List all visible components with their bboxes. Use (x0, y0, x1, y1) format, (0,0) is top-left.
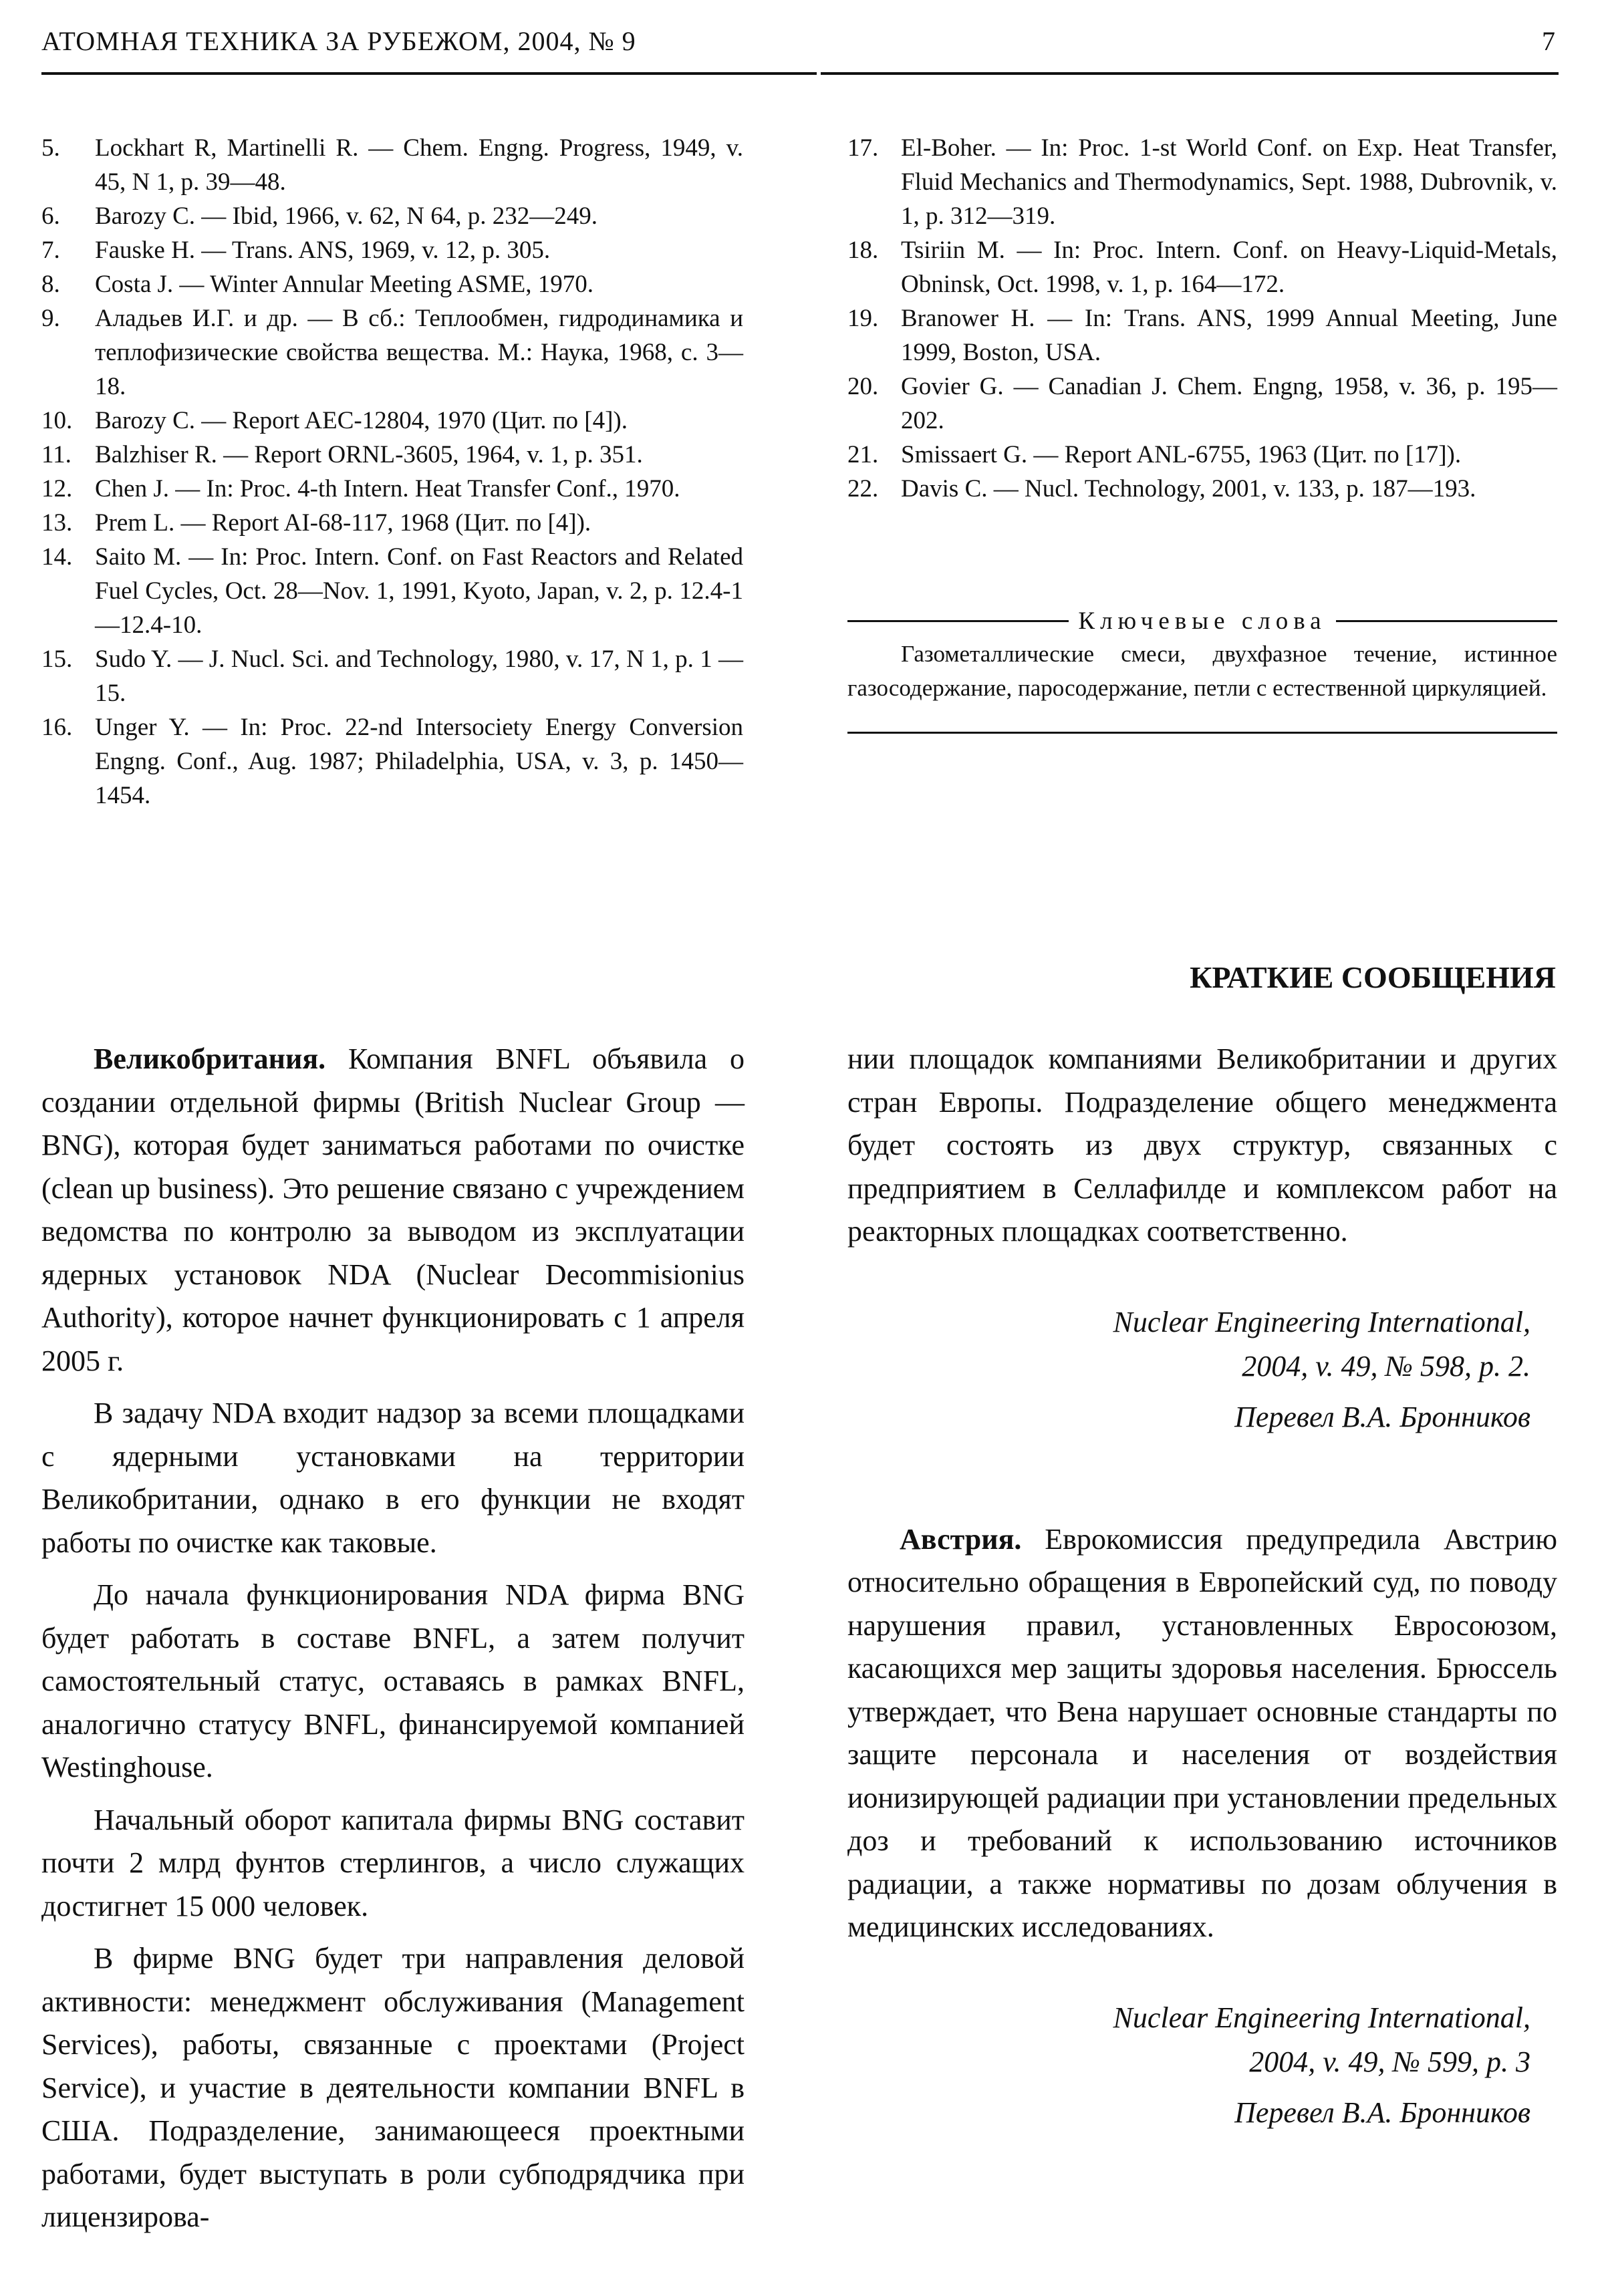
divider (847, 732, 1557, 734)
reference-text: Smissaert G. — Report ANL-6755, 1963 (Цит. по [17]). (901, 441, 1462, 468)
divider (1336, 620, 1557, 622)
reference-number: 13. (41, 509, 73, 537)
reference-item (847, 233, 1557, 301)
reference-number: 12. (41, 475, 73, 503)
reference-number: 9. (41, 305, 60, 332)
page-number: 7 (1542, 26, 1556, 56)
reference-number: 18. (847, 237, 879, 264)
reference-item (41, 472, 743, 506)
reference-number: 7. (41, 237, 60, 264)
reference-item (847, 472, 1557, 506)
reference-number: 11. (41, 441, 72, 468)
paragraph (41, 1038, 745, 1383)
reference-text: Barozy C. — Report AEC-12804, 1970 (Цит. по [4]). (95, 407, 628, 434)
reference-text: Barozy C. — Ibid, 1966, v. 62, N 64, p. 232—249. (95, 202, 597, 230)
divider (847, 620, 1069, 622)
reference-item (847, 301, 1557, 370)
reference-number: 19. (847, 305, 879, 332)
reference-item (41, 642, 743, 710)
source-line: 2004, v. 49, № 599, p. 3 (1249, 2045, 1530, 2078)
reference-text: Chen J. — In: Proc. 4-th Intern. Heat Transfer Conf., 1970. (95, 475, 680, 503)
paragraph: нии площадок компаниями Великобритании и других стран Европы. Подразделение общего менеджмента будет состоять из двух структур, связанных с предприятием в Селлафилде и комплексом работ на реакторных площадках соответственно. (847, 1042, 1557, 1248)
journal-title: АТОМНАЯ ТЕХНИКА ЗА РУБЕЖОМ, 2004, № 9 (41, 26, 636, 56)
paragraph (847, 1518, 1557, 1949)
reference-item (41, 267, 743, 301)
header-rule-left (41, 72, 817, 75)
reference-number: 16. (41, 714, 73, 741)
header-rule-right (821, 72, 1559, 75)
paragraph: В задачу NDA входит надзор за всеми площадками с ядерными установками на территории Великобритании, однако в его функции не входят работы по очистке как таковые. (41, 1397, 745, 1559)
reference-item (847, 370, 1557, 438)
reference-item (41, 540, 743, 642)
reference-item (847, 438, 1557, 472)
reference-number: 22. (847, 475, 879, 503)
right-column (847, 1038, 1557, 2135)
reference-text: Costa J. — Winter Annular Meeting ASME, 1970. (95, 271, 594, 298)
paragraph: В фирме BNG будет три направления деловой активности: менеджмент обслуживания (Management Services), работы, связанные с проектами (Project Service), и участие в деятельности компании BNFL в США. Подразделение, занимающееся проектными работами, будет выступать в роли субподрядчика при лицензирова- (41, 1942, 745, 2233)
reference-text: Lockhart R, Martinelli R. — Chem. Engng. Progress, 1949, v. 45, N 1, p. 39—48. (95, 134, 743, 196)
reference-text: El-Boher. — In: Proc. 1-st World Conf. on Exp. Heat Transfer, Fluid Mechanics and Thermodynamics, Sept. 1988, Dubrovnik, v. 1, p. 312—319. (901, 134, 1557, 230)
reference-item (41, 199, 743, 233)
reference-item (41, 233, 743, 267)
reference-item (41, 131, 743, 199)
source-line: 2004, v. 49, № 598, p. 2. (1242, 1349, 1530, 1383)
reference-text: Аладьев И.Г. и др. — В сб.: Теплообмен, гидродинамика и теплофизические свойства вещества. М.: Наука, 1968, с. 3—18. (95, 305, 743, 400)
reference-text: Saito M. — In: Proc. Intern. Conf. on Fast Reactors and Related Fuel Cycles, Oct. 28—Nov. 1, 1991, Kyoto, Japan, v. 2, p. 12.4-1—12.4-10. (95, 543, 743, 639)
reference-number: 20. (847, 373, 879, 400)
reference-text: Sudo Y. — J. Nucl. Sci. and Technology, 1980, v. 17, N 1, p. 1 — 15. (95, 645, 743, 707)
reference-item (41, 506, 743, 540)
paragraph-text: Еврокомиссия предупредила Австрию относительно обращения в Европейский суд, по поводу нарушения правил, установленных Евросоюзом, касающихся мер защиты здоровья населения. Брюссель утверждает, что Вена нарушает основные стандарты по защите персонала и населения от воздействия ионизирующей радиации при установлении предельных доз и требований к использованию источников радиации, а также нормативы по дозам облучения в медицинских исследованиях. (847, 1522, 1558, 1943)
reference-item (41, 710, 743, 813)
reference-number: 10. (41, 407, 73, 434)
source-line: Nuclear Engineering International, (1113, 2001, 1530, 2034)
reference-number: 17. (847, 134, 879, 162)
reference-item (41, 301, 743, 404)
reference-item (41, 404, 743, 438)
keywords-heading (847, 607, 1557, 635)
reference-text: Govier G. — Canadian J. Chem. Engng, 1958, v. 36, p. 195—202. (901, 373, 1557, 434)
reference-text: Tsiriin M. — In: Proc. Intern. Conf. on Heavy-Liquid-Metals, Obninsk, Oct. 1998, v. 1, p. 164—172. (901, 237, 1557, 298)
keywords-text: Газометаллические смеси, двухфазное течение, истинное газосодержание, паросодержание, петли с естественной циркуляцией. (847, 641, 1557, 701)
reference-item (847, 131, 1557, 233)
country-heading: Австрия. (900, 1522, 1022, 1556)
reference-text: Davis C. — Nucl. Technology, 2001, v. 133, p. 187—193. (901, 475, 1476, 503)
references-right (847, 131, 1557, 506)
reference-text: Prem L. — Report AI-68-117, 1968 (Цит. по [4]). (95, 509, 591, 537)
source-line: Nuclear Engineering International, (1113, 1305, 1530, 1338)
reference-number: 21. (847, 441, 879, 468)
keywords-box (847, 607, 1557, 734)
paragraph: Начальный оборот капитала фирмы BNG составит почти 2 млрд фунтов стерлингов, а число служащих достигнет 15 000 человек. (41, 1803, 745, 1922)
country-heading: Великобритания. (94, 1042, 326, 1075)
reference-number: 15. (41, 645, 73, 673)
reference-number: 8. (41, 271, 60, 298)
reference-text: Fauske H. — Trans. ANS, 1969, v. 12, p. 305. (95, 237, 551, 264)
reference-number: 14. (41, 543, 73, 571)
translator: Перевел В.А. Бронников (1234, 2096, 1530, 2129)
keywords-heading-text: Ключевые слова (1078, 607, 1327, 635)
reference-item (41, 438, 743, 472)
paragraph: До начала функционирования NDA фирма BNG будет работать в составе BNFL, а затем получит самостоятельный статус, оставаясь в рамках BNFL, аналогично статусу BNFL, финансируемой компанией Westinghouse. (41, 1578, 745, 1783)
translator: Перевел В.А. Бронников (1234, 1400, 1530, 1433)
reference-text: Unger Y. — In: Proc. 22-nd Intersociety Energy Conversion Engng. Conf., Aug. 1987; Philadelphia, USA, v. 3, p. 1450—1454. (95, 714, 743, 809)
paragraph-text: Компания BNFL объявила о создании отдельной фирмы (British Nuclear Group — BNG), которая будет заниматься работами по очистке (clean up business). Это решение связано с учреждением ведомства по контролю за выводом из эксплуатации ядерных установок NDA (Nuclear Decommisionius Authority), которое начнет функционировать с 1 апреля 2005 г. (41, 1042, 745, 1377)
left-column (41, 1038, 745, 2249)
references-left (41, 131, 743, 813)
reference-text: Balzhiser R. — Report ORNL-3605, 1964, v. 1, p. 351. (95, 441, 643, 468)
section-title: КРАТКИЕ СООБЩЕНИЯ (1190, 960, 1556, 994)
reference-text: Branower H. — In: Trans. ANS, 1999 Annual Meeting, June 1999, Boston, USA. (901, 305, 1557, 366)
source-citation (847, 1300, 1530, 1389)
source-citation (847, 1996, 1530, 2084)
reference-number: 5. (41, 134, 60, 162)
reference-number: 6. (41, 202, 60, 230)
